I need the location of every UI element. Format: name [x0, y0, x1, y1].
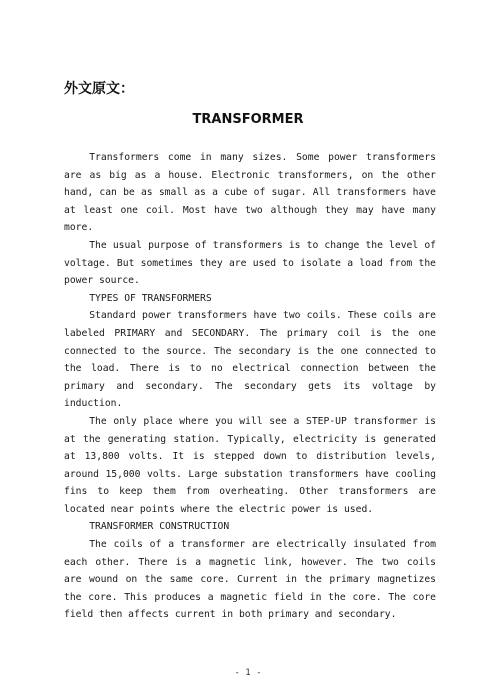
document-body — [64, 149, 436, 624]
paragraph-construction: The coils of a transformer are electrically insulated from each other. There is a magnetic link, however. The two coils are wound on the same core. Current in the primary magnetizes the core. This produces a magnetic field in the core. The core field then affects current in both primary and secondary. — [64, 539, 436, 621]
subheading-types: TYPES OF TRANSFORMERS — [89, 292, 212, 304]
document-title: TRANSFORMER — [192, 112, 304, 127]
page-number: - 1 - — [234, 668, 262, 678]
paragraph-purpose: The usual purpose of transformers is to change the level of voltage. But sometimes they are used to isolate a load from the power source. — [64, 239, 436, 287]
paragraph-step-up: The only place where you will see a STEP-UP transformer is at the generating station. Typically, electricity is generated at 13,800 volts. It is stepped down to distribution levels, around 15,000 volts. Large substation transformers have cooling fins to keep them from overheating. Other transformers are located near points where the electric power is used. — [64, 415, 436, 515]
subheading-construction: TRANSFORMER CONSTRUCTION — [89, 521, 230, 533]
paragraph-intro: Transformers come in many sizes. Some power transformers are as big as a house. Electronic transformers, on the other hand, can be as small as a cube of sugar. All transformers have at least one coil. Most have two although they may have many more. — [64, 152, 436, 234]
paragraph-standard: Standard power transformers have two coils. These coils are labeled PRIMARY and SECONDARY. The primary coil is the one connected to the source. The secondary is the one connected to the load. There is to no electrical connection between the primary and secondary. The secondary gets its voltage by induction. — [64, 310, 436, 410]
section-heading: 外文原文： — [64, 81, 134, 97]
